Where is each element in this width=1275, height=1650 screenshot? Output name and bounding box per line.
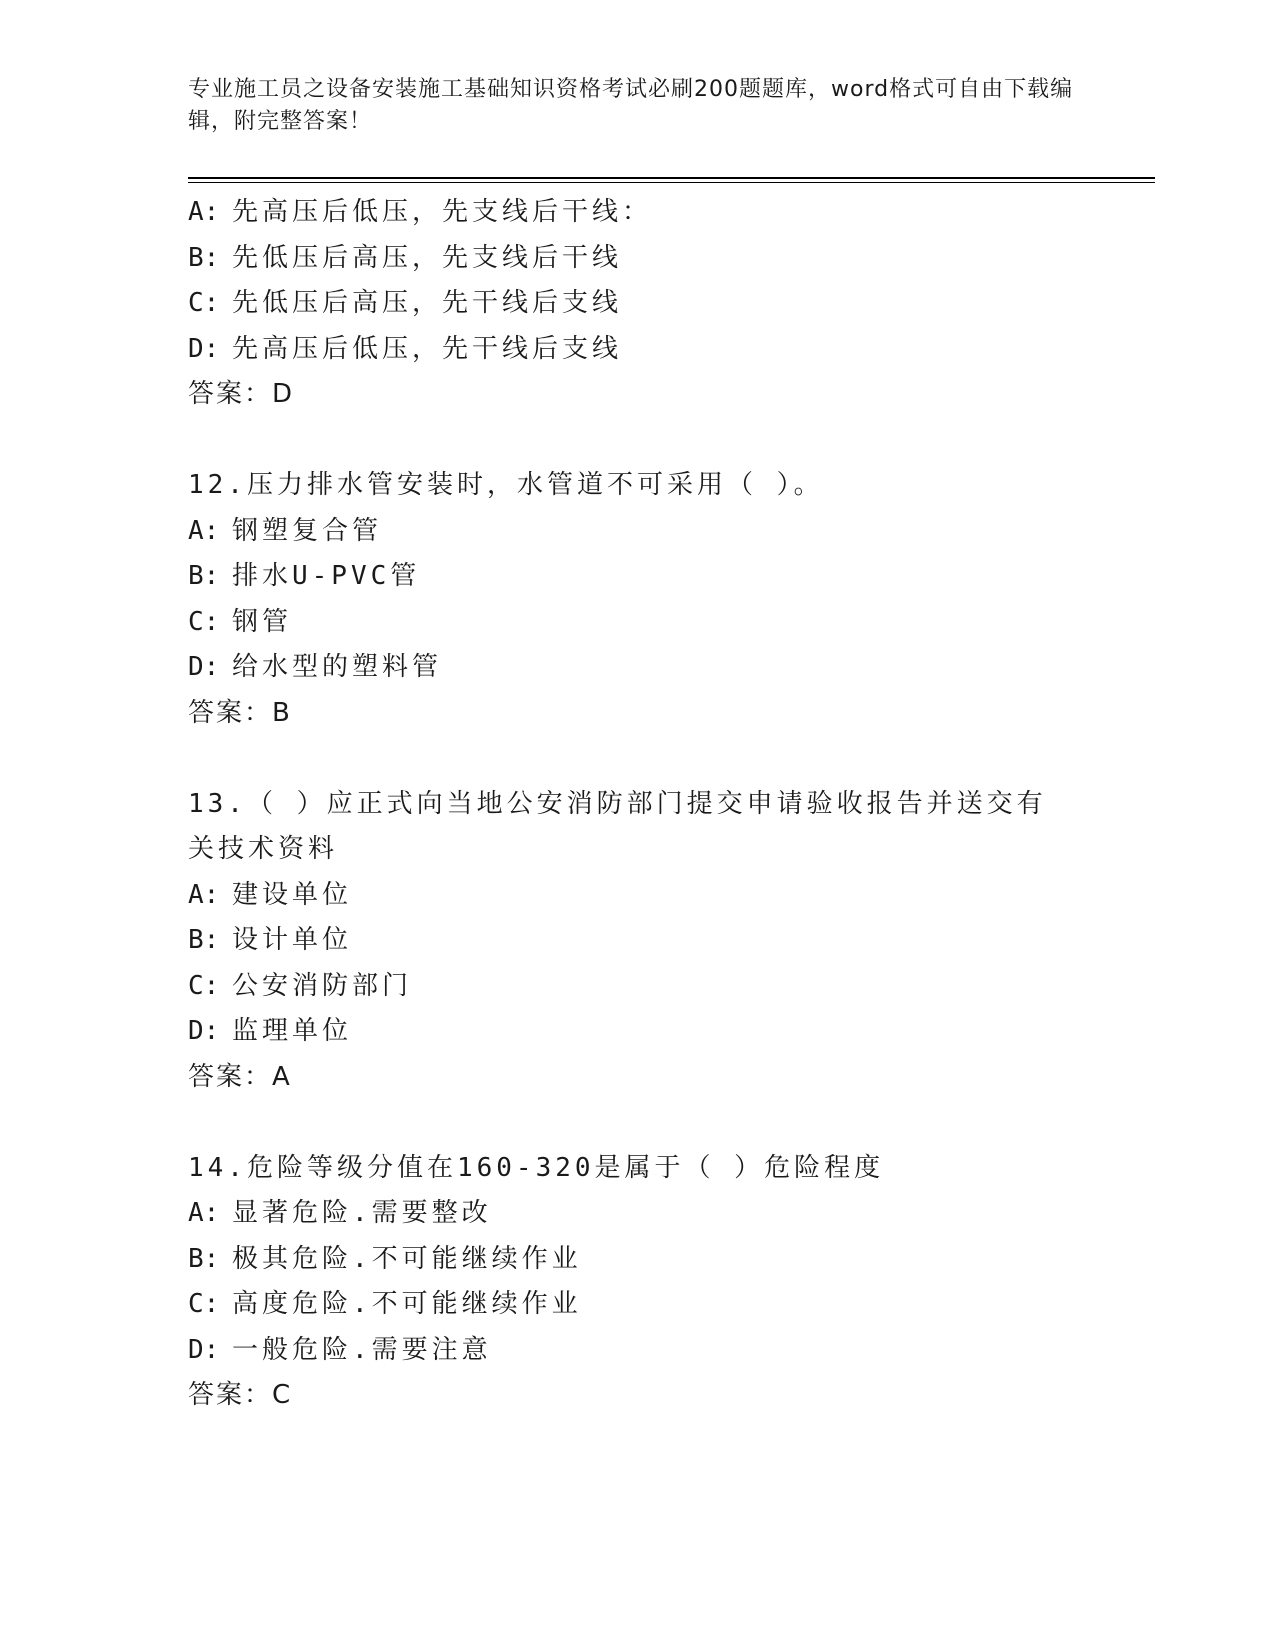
- option-text: 钢塑复合管: [232, 515, 383, 546]
- option-label: A:: [188, 1198, 220, 1228]
- option-b: [188, 1237, 1088, 1283]
- option-b: [188, 236, 1088, 282]
- question-list: [188, 190, 1088, 1419]
- option-c: [188, 964, 1088, 1010]
- option-label: C:: [188, 606, 220, 637]
- option-a: [188, 190, 1088, 236]
- question-text: 12.压力排水管安装时，水管道不可采用（ ）。: [188, 470, 824, 500]
- option-d: [188, 1009, 1088, 1055]
- option-text: 先低压后高压，先支线后干线: [232, 242, 623, 273]
- header-rule-thick: [188, 177, 1155, 179]
- option-label: D:: [188, 1334, 220, 1365]
- option-label: C:: [188, 288, 220, 318]
- option-a: [188, 873, 1088, 919]
- option-text: 公安消防部门: [232, 970, 413, 1001]
- question-block-13: [188, 782, 1088, 1101]
- option-text: 排水U-PVC管: [232, 561, 421, 591]
- option-a: [188, 1191, 1088, 1237]
- option-text: 钢管: [232, 606, 293, 637]
- option-label: D:: [188, 652, 220, 682]
- option-text: 给水型的塑料管: [232, 652, 443, 682]
- option-text: 监理单位: [232, 1016, 353, 1046]
- option-c: [188, 281, 1088, 327]
- option-text: 先高压后低压，先干线后支线: [232, 333, 623, 364]
- question-block-12: [188, 463, 1088, 736]
- answer-line: 答案：D: [188, 379, 295, 409]
- option-label: A:: [188, 515, 220, 546]
- option-d: [188, 1328, 1088, 1374]
- option-text: 先高压后低压，先支线后干线：: [232, 197, 653, 227]
- answer-line: 答案：A: [188, 1061, 292, 1092]
- document-header: 专业施工员之设备安装施工基础知识资格考试必刷200题题库，word格式可自由下载编辑，附完整答案！: [188, 77, 1074, 134]
- option-label: D:: [188, 1016, 220, 1046]
- header-rule-thin: [188, 182, 1155, 183]
- question-block-11: [188, 190, 1088, 418]
- option-b: [188, 918, 1088, 964]
- answer-line: 答案：C: [188, 1380, 293, 1410]
- answer-line: 答案：B: [188, 697, 292, 728]
- option-d: [188, 327, 1088, 373]
- option-label: B:: [188, 925, 220, 955]
- option-a: [188, 509, 1088, 555]
- option-b: [188, 554, 1088, 600]
- option-text: 设计单位: [232, 925, 353, 955]
- option-label: A:: [188, 879, 220, 910]
- option-c: [188, 600, 1088, 646]
- question-text: 13.（ ）应正式向当地公安消防部门提交申请验收报告并送交有关技术资料: [188, 788, 1047, 864]
- option-label: B:: [188, 561, 220, 591]
- option-label: D:: [188, 333, 220, 364]
- option-text: 一般危险.需要注意: [232, 1334, 492, 1365]
- option-label: A:: [188, 197, 220, 227]
- question-text: 14.危险等级分值在160-320是属于（ ）危险程度: [188, 1152, 885, 1183]
- option-label: B:: [188, 1243, 220, 1274]
- question-block-14: [188, 1146, 1088, 1419]
- option-text: 显著危险.需要整改: [232, 1198, 492, 1228]
- option-label: C:: [188, 1289, 220, 1319]
- option-d: [188, 645, 1088, 691]
- option-text: 高度危险.不可能继续作业: [232, 1289, 582, 1319]
- option-text: 先低压后高压，先干线后支线: [232, 288, 623, 318]
- option-label: B:: [188, 242, 220, 273]
- option-label: C:: [188, 970, 220, 1001]
- option-c: [188, 1282, 1088, 1328]
- option-text: 极其危险.不可能继续作业: [232, 1243, 582, 1274]
- option-text: 建设单位: [232, 879, 353, 910]
